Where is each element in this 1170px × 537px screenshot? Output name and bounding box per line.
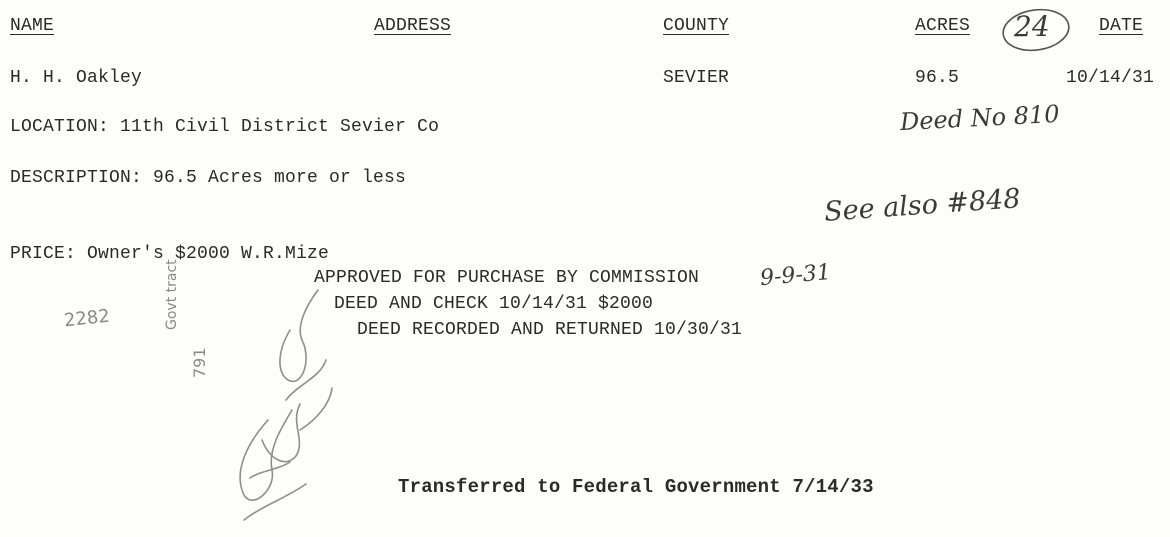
circled-number: 24 [1014, 10, 1050, 43]
pencil-tract-number: 791 [190, 347, 209, 378]
approved-line: APPROVED FOR PURCHASE BY COMMISSION [314, 268, 700, 288]
header-date: DATE [1099, 16, 1144, 36]
recorded-line: DEED RECORDED AND RETURNED 10/30/31 [357, 320, 743, 340]
owner-name: H. H. Oakley [10, 68, 143, 88]
see-also-note: See also #848 [823, 183, 1022, 228]
approval-date-note: 9-9-31 [759, 259, 832, 292]
county-value: SEVIER [663, 68, 730, 88]
header-name: NAME [10, 16, 55, 36]
date-value: 10/14/31 [1066, 68, 1155, 88]
deed-check-line: DEED AND CHECK 10/14/31 $2000 [334, 294, 654, 314]
pencil-tract-note: Govt tract [164, 259, 180, 330]
acres-value: 96.5 [915, 68, 960, 88]
header-acres: ACRES [915, 16, 971, 36]
header-county: COUNTY [663, 16, 730, 36]
pencil-number-note: 2282 [63, 305, 111, 332]
location-line: LOCATION: 11th Civil District Sevier Co [10, 117, 440, 137]
deed-number-note: Deed No 810 [899, 99, 1061, 137]
price-line: PRICE: Owner's $2000 W.R.Mize [10, 244, 330, 264]
header-address: ADDRESS [374, 16, 452, 36]
description-line: DESCRIPTION: 96.5 Acres more or less [10, 168, 407, 188]
transfer-line: Transferred to Federal Government 7/14/33 [398, 476, 874, 498]
